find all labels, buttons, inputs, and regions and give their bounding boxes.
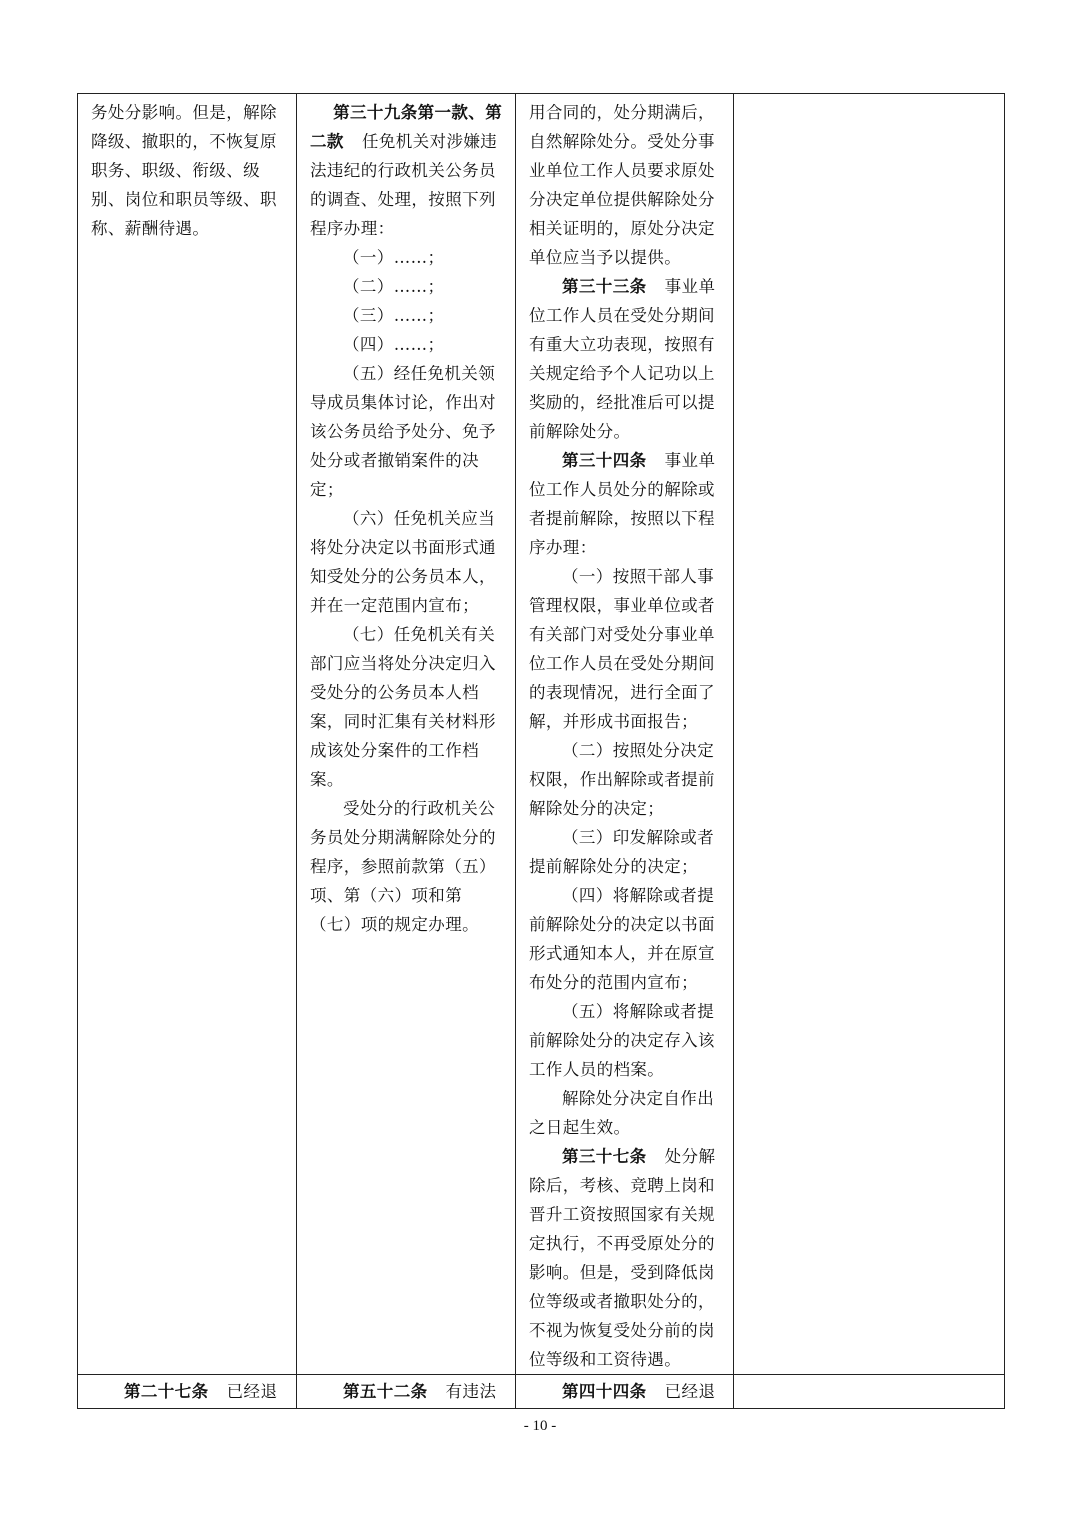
article-39-item-5: （五）经任免机关领导成员集体讨论，作出对该公务员给予处分、免予处分或者撤销案件的决定； <box>310 364 496 499</box>
article-27-paragraph <box>91 1377 284 1406</box>
article-34-item-2: （二）按照处分决定权限，作出解除或者提前解除处分的决定； <box>529 741 715 818</box>
table-cell-col3 <box>516 1375 734 1409</box>
article-33-text: 事业单位工作人员在受处分期间有重大立功表现，按照有关规定给予个人记功以上奖励的，经批准后可以提前解除处分。 <box>529 277 716 441</box>
effect-paragraph: 解除处分决定自作出之日起生效。 <box>529 1089 715 1137</box>
article-52-title: 第五十二条 <box>343 1382 428 1401</box>
article-39-closing: 受处分的行政机关公务员处分期满解除处分的程序，参照前款第（五）项、第（六）项和第（七）项的规定办理。 <box>310 799 496 934</box>
article-34-item-1: （一）按照干部人事管理权限，事业单位或者有关部门对受处分事业单位工作人员在受处分期间的表现情况，进行全面了解，并形成书面报告； <box>529 567 715 731</box>
page-number: - 10 - <box>523 1418 557 1434</box>
table-cell-col1 <box>78 1375 297 1409</box>
table-cell-col3 <box>516 94 734 1375</box>
table-row <box>78 1375 1005 1409</box>
cell-text: 务处分影响。但是，解除降级、撤职的，不恢复原职务、职级、衔级、级别、岗位和职员等级、职称、薪酬待遇。 <box>91 103 277 238</box>
article-33-paragraph <box>529 272 721 446</box>
article-34-item-4: （四）将解除或者提前解除处分的决定以书面形式通知本人，并在原宣布处分的范围内宣布； <box>529 886 715 992</box>
article-27-text: 已经退 <box>226 1382 278 1401</box>
article-52-text: 有违法 <box>445 1382 497 1401</box>
article-34-item-3: （三）印发解除或者提前解除处分的决定； <box>529 828 715 876</box>
article-39-text: 任免机关对涉嫌违法违纪的行政机关公务员的调查、处理，按照下列程序办理： <box>310 132 498 238</box>
article-37-title: 第三十七条 <box>562 1147 647 1166</box>
col3-intro: 用合同的，处分期满后，自然解除处分。受处分事业单位工作人员要求原处分决定单位提供解除处分相关证明的，原处分决定单位应当予以提供。 <box>529 103 715 267</box>
table-cell-col2 <box>297 1375 516 1409</box>
article-37-text: 处分解除后，考核、竞聘上岗和晋升工资按照国家有关规定执行，不再受原处分的影响。但是，受到降低岗位等级或者撤职处分的，不视为恢复受处分前的岗位等级和工资待遇。 <box>529 1147 716 1369</box>
article-34-paragraph <box>529 446 721 562</box>
article-39-item-6: （六）任免机关应当将处分决定以书面形式通知受处分的公务员本人，并在一定范围内宣布； <box>310 509 496 615</box>
article-37-paragraph <box>529 1142 721 1374</box>
table-cell-col4 <box>734 1375 1005 1409</box>
article-52-paragraph <box>310 1377 503 1406</box>
regulation-comparison-table <box>77 93 1005 1409</box>
table-row <box>78 94 1005 1375</box>
article-34-item-5: （五）将解除或者提前解除处分的决定存入该工作人员的档案。 <box>529 1002 715 1079</box>
table-cell-col1 <box>78 94 297 1375</box>
article-39-item-1: （一）……； <box>343 248 445 267</box>
article-39-item-2: （二）……； <box>343 277 445 296</box>
article-27-title: 第二十七条 <box>124 1382 209 1401</box>
article-44-title: 第四十四条 <box>562 1382 647 1401</box>
article-44-text: 已经退 <box>664 1382 716 1401</box>
article-39-item-3: （三）……； <box>343 306 445 325</box>
article-39-title: 第三十九条第一款、第二款 <box>310 103 503 151</box>
table-cell-col2 <box>297 94 516 1375</box>
article-34-text: 事业单位工作人员处分的解除或者提前解除，按照以下程序办理： <box>529 451 716 557</box>
article-39-paragraph <box>310 98 503 243</box>
article-44-paragraph <box>529 1377 721 1406</box>
article-39-item-4: （四）……； <box>343 335 445 354</box>
article-39-item-7: （七）任免机关有关部门应当将处分决定归入受处分的公务员本人档案，同时汇集有关材料形成该处分案件的工作档案。 <box>310 625 496 789</box>
table-cell-col4 <box>734 94 1005 1375</box>
article-34-title: 第三十四条 <box>562 451 647 470</box>
article-33-title: 第三十三条 <box>562 277 647 296</box>
